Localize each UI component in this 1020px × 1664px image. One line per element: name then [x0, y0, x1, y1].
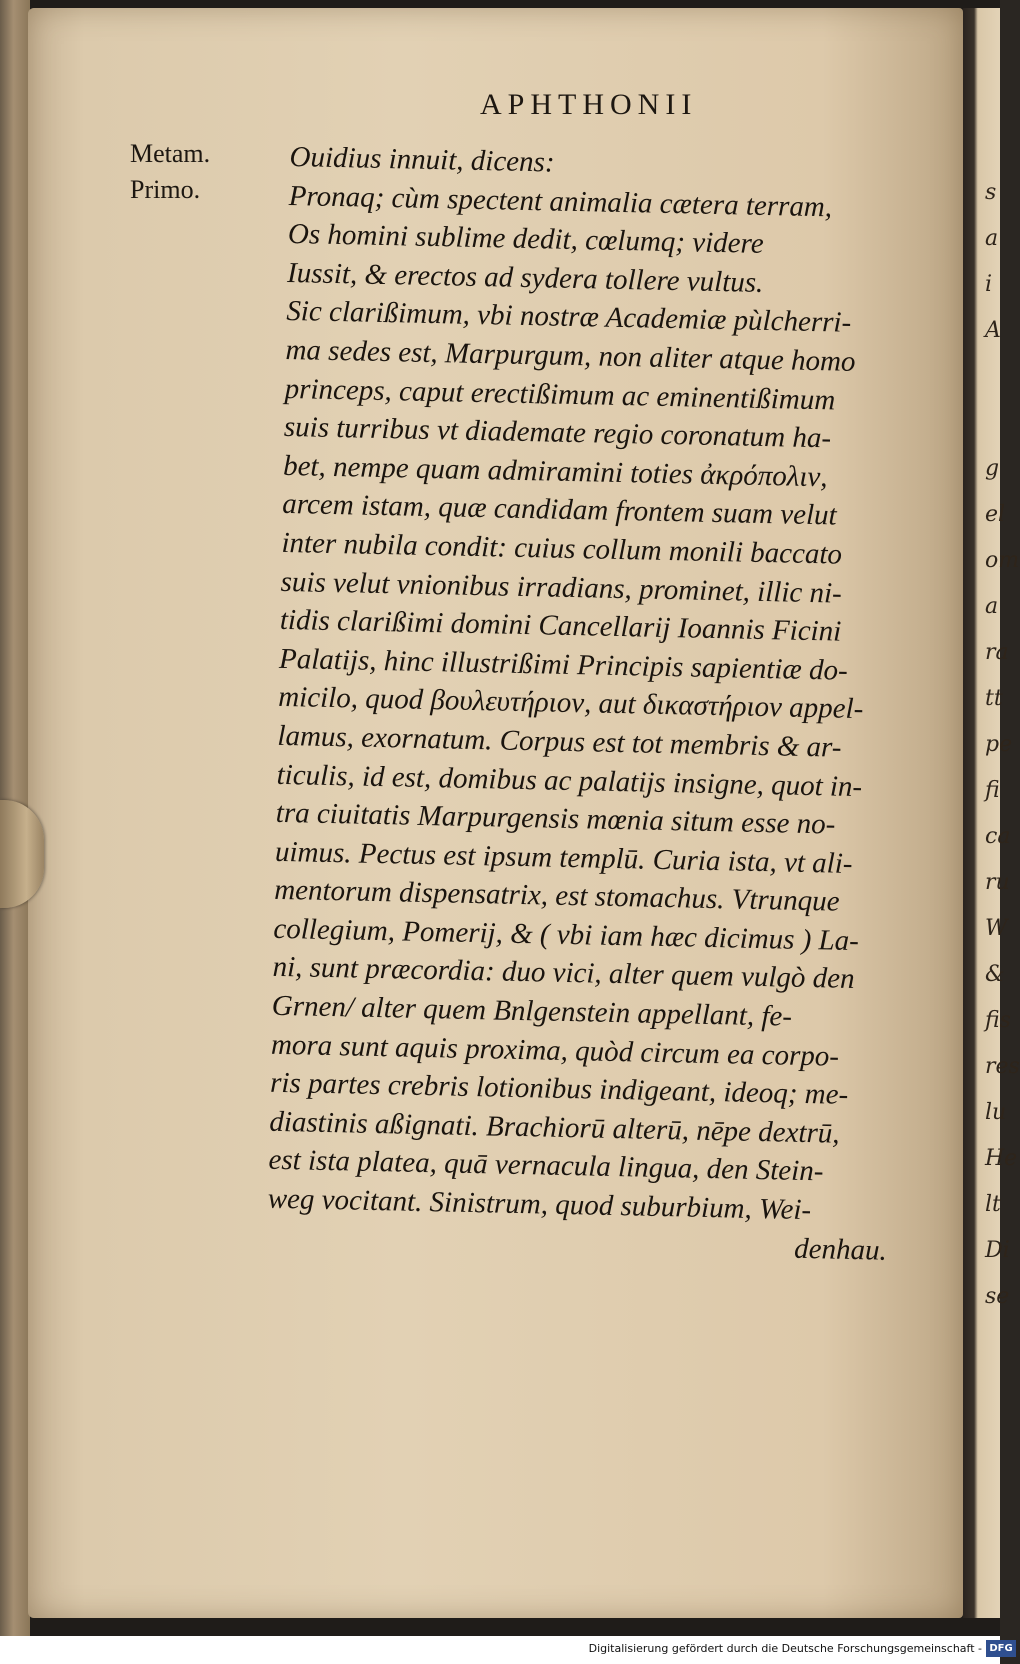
- next-page-fragment: [985, 400, 1000, 446]
- next-page-fragment: g: [985, 456, 1000, 481]
- next-page-fragment: ru: [985, 870, 1010, 895]
- text-line: tra ciuitatis Marpurgensis mœnia situm esse no-: [275, 796, 836, 841]
- next-page-fragments: [985, 170, 1020, 1320]
- text-line: ticulis, id est, domibus ac palatijs insigne, quot in-: [276, 758, 863, 803]
- text-line: Os homini sublime dedit, cœlumq; videre: [287, 218, 764, 261]
- text-line: ni, sunt præcordia: duo vici, alter quem vulgò den: [272, 951, 855, 996]
- text-line: ris partes crebris lotionibus indigeant, ideoq; me-: [269, 1067, 849, 1112]
- next-page-fragment: fis: [985, 1008, 1011, 1033]
- next-page-fragment: i: [985, 272, 993, 297]
- text-line: princeps, caput erectißimum ac eminentißimum: [284, 372, 836, 417]
- text-line: ma sedes est, Marpurgum, non aliter atque homo: [285, 333, 856, 378]
- text-line: est ista platea, quā vernacula lingua, den Stein-: [268, 1144, 824, 1188]
- text-line: collegium, Pomerij, & ( vbi iam hæc dicimus ) La-: [273, 912, 860, 957]
- text-line: inter nubila condit: cuius collum monili baccato: [281, 526, 843, 571]
- next-page-fragment: [985, 354, 1000, 400]
- next-page-fragment: se: [985, 1284, 1010, 1309]
- next-page-fragment: lt: [985, 1192, 1001, 1217]
- text-line: suis velut vnionibus irradians, prominet, illic ni-: [280, 565, 843, 610]
- next-page-fragment: ra: [985, 640, 1009, 665]
- text-line: uimus. Pectus est ipsum templū. Curia ista, vt ali-: [274, 835, 853, 880]
- next-page-fragment: tt: [985, 686, 1003, 711]
- text-line: bet, nempe quam admiramini toties ἀκρόπολιν,: [282, 449, 828, 494]
- text-line: Palatijs, hinc illustrißimi Principis sapientiæ do-: [278, 642, 849, 687]
- next-page-fragment: s: [985, 180, 997, 205]
- next-page-fragment: &: [985, 962, 1005, 987]
- next-page-fragment: He: [985, 1146, 1018, 1171]
- body-text: [267, 138, 950, 1271]
- text-line: Pronaq; cùm spectent animalia cætera terram,: [288, 179, 833, 223]
- text-line: Iussit, & erectos ad sydera tollere vultus.: [286, 256, 764, 299]
- next-page-fragment: el: [985, 502, 1006, 527]
- next-page-fragment: a: [985, 226, 999, 251]
- next-page-fragment: om: [985, 548, 1020, 573]
- text-line: Sic clarißimum, vbi nostræ Academiæ pùlcherri-: [286, 295, 852, 340]
- text-line: lamus, exornatum. Corpus est tot membris & ar-: [277, 719, 842, 764]
- margin-note: Primo.: [130, 175, 201, 204]
- dfg-logo: DFG: [986, 1640, 1016, 1657]
- text-line: diastinis aßignati. Brachiorū alterū, nēpe dextrū,: [269, 1105, 840, 1150]
- next-page-fragment: pe: [985, 732, 1013, 757]
- next-page-fragment: lu: [985, 1100, 1007, 1125]
- text-line: Grnen/ alter quem Bnlgenstein appellant, fe-: [271, 989, 793, 1033]
- margin-notes: [130, 136, 210, 208]
- text-line: micilo, quod βουλευτήριον, aut δικαστήριον appel-: [277, 681, 864, 726]
- next-page-fragment: W: [985, 916, 1008, 941]
- next-page-fragment: res: [985, 1054, 1020, 1079]
- next-page-fragment: ca: [985, 824, 1011, 849]
- digitization-credit: Digitalisierung gefördert durch die Deutsche Forschungsgemeinschaft -: [588, 1642, 982, 1655]
- text-line: denhau.: [793, 1232, 888, 1267]
- next-page-fragment: a: [985, 594, 999, 619]
- next-page-fragment: Di: [985, 1238, 1010, 1263]
- text-line: tidis clarißimi domini Cancellarij Ioannis Ficini: [279, 604, 842, 648]
- text-line: weg vocitant. Sinistrum, quod suburbium, Wei-: [267, 1182, 812, 1227]
- text-line: Ouidius innuit, dicens:: [289, 140, 555, 179]
- text-line: suis turribus vt diademate regio coronatum ha-: [283, 411, 832, 455]
- margin-note: Metam.: [130, 139, 211, 168]
- text-line: mentorum dispensatrix, est stomachus. Vtrunque: [273, 874, 840, 918]
- next-page-fragment: A: [985, 318, 1001, 343]
- text-line: mora sunt aquis proxima, quòd circum ea corpo-: [270, 1028, 840, 1073]
- next-page-fragment: fi: [985, 778, 1000, 803]
- running-title: APHTHONII: [480, 88, 698, 121]
- text-line: arcem istam, quæ candidam frontem suam velut: [281, 488, 837, 532]
